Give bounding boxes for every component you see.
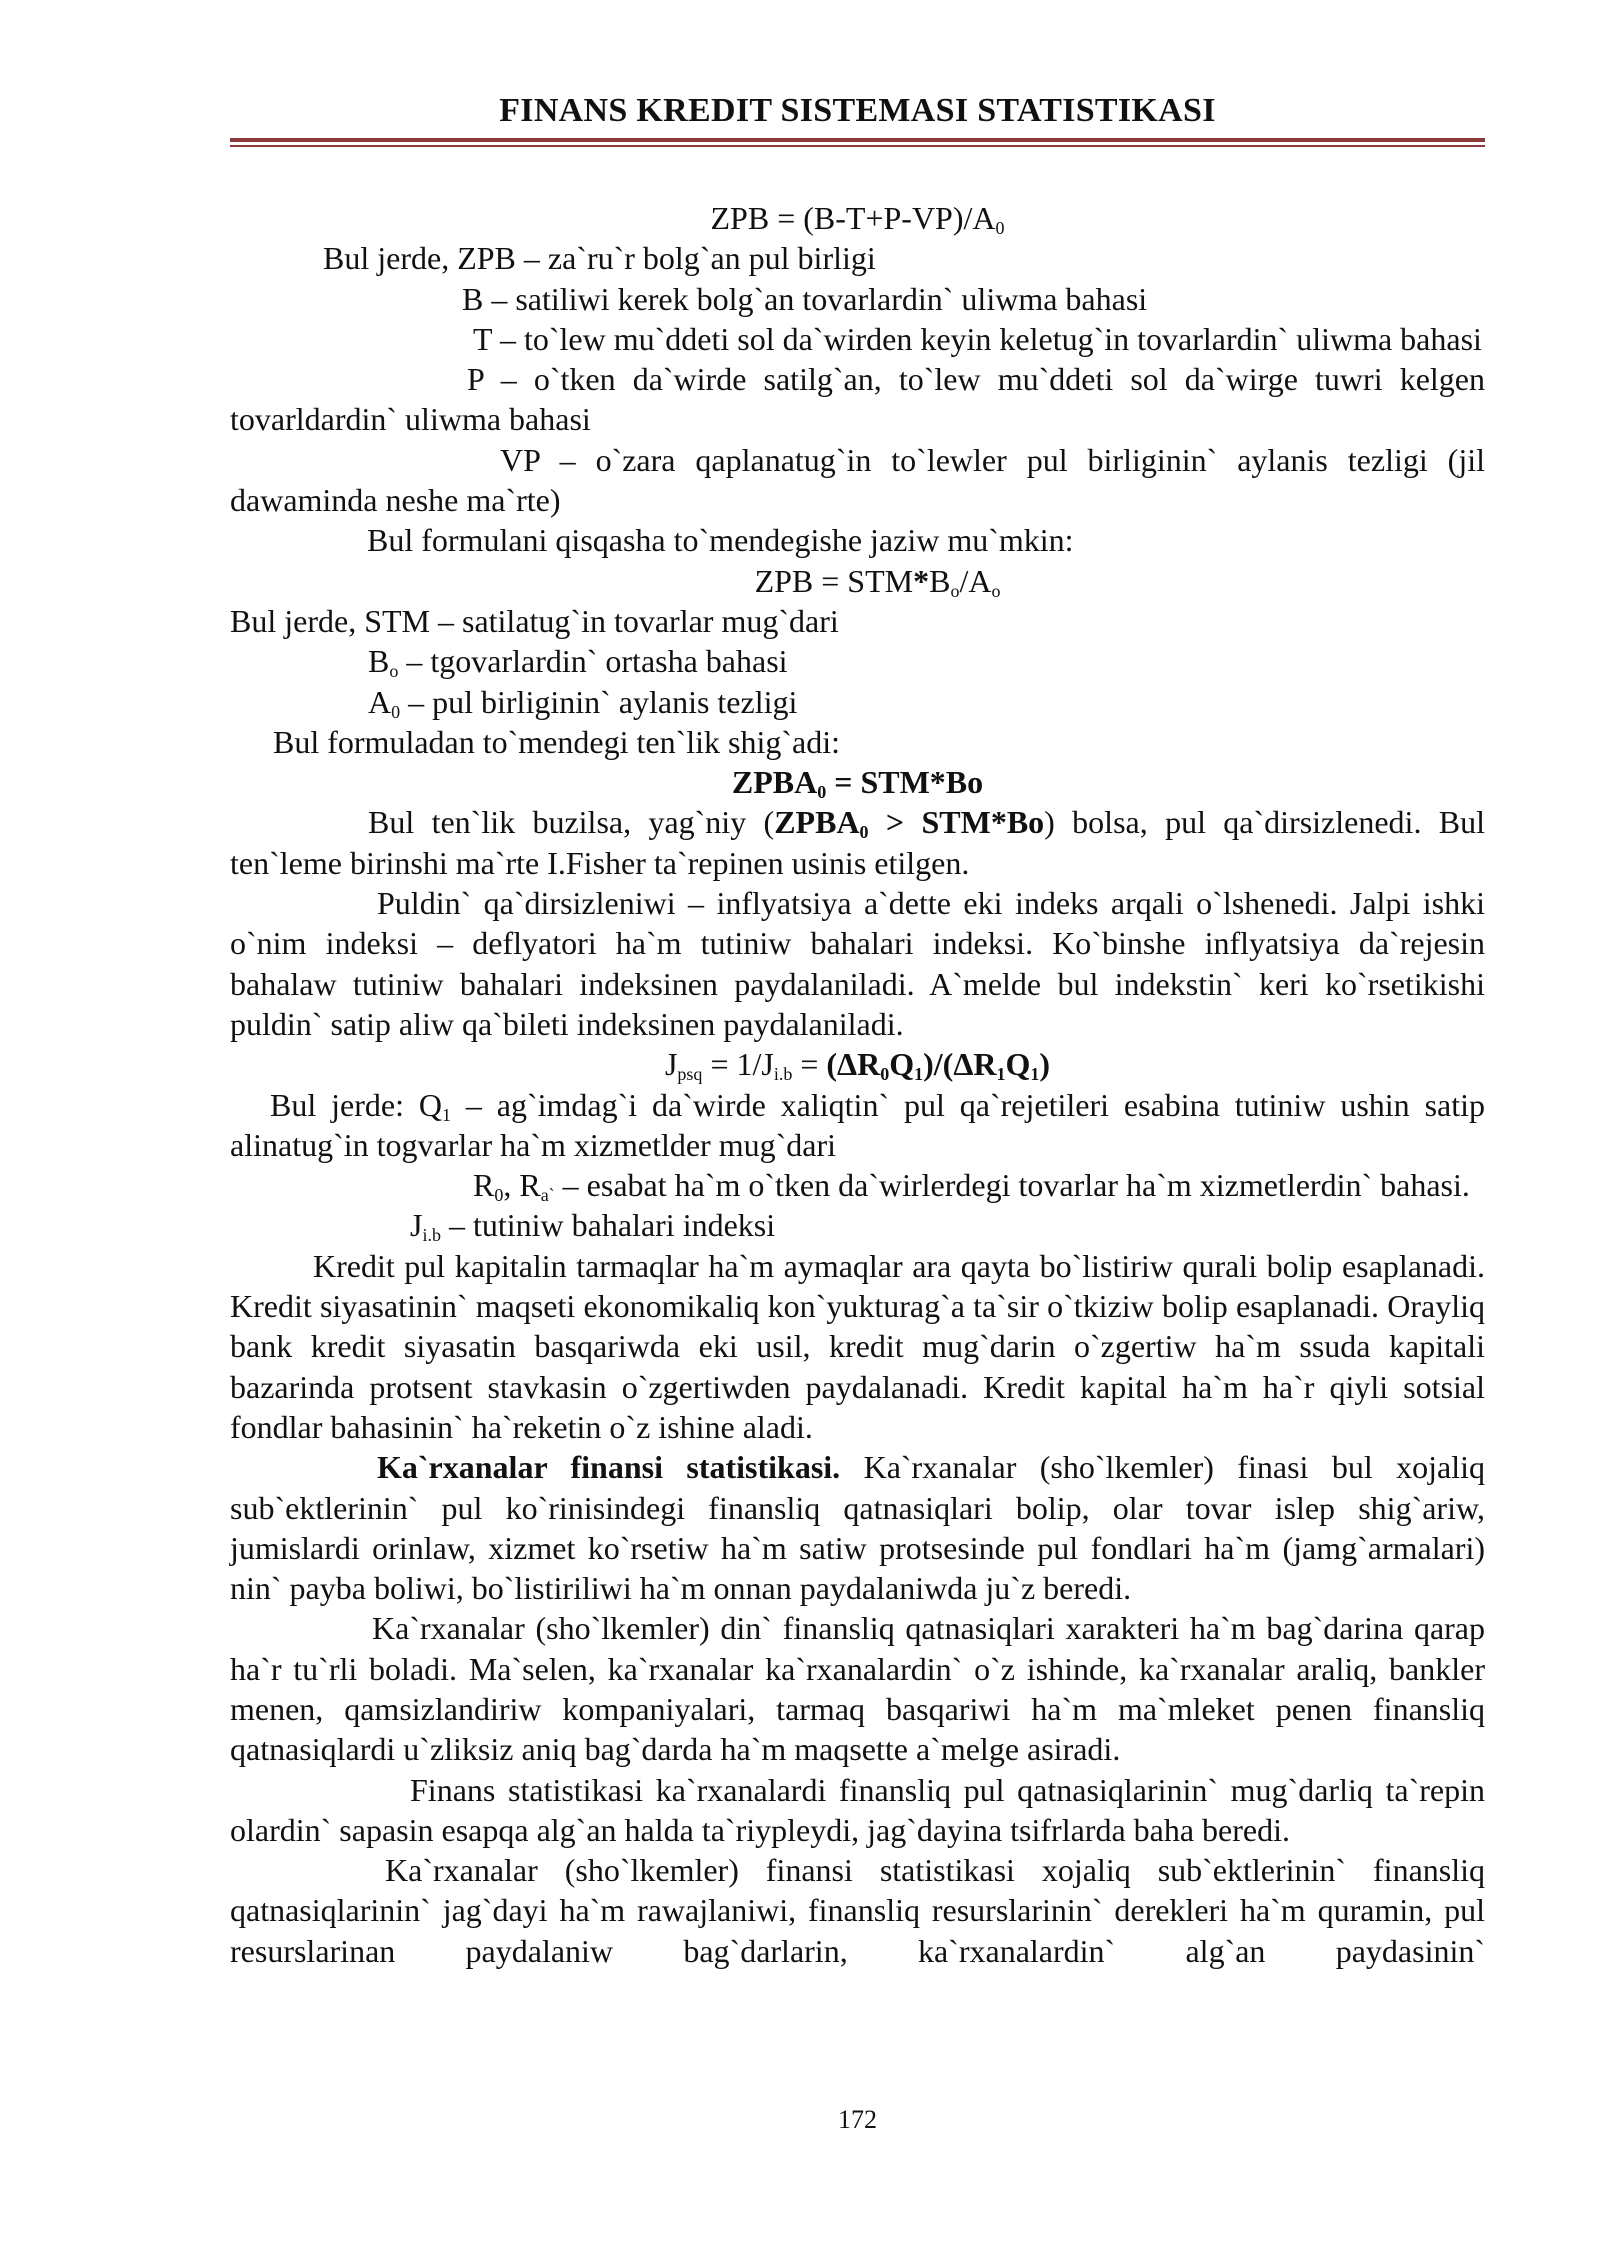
formula-zpb: ZPB = $(B-T+P-VP)/A_0$ [710,200,1005,238]
paragraph-finance-statistics: Finans statistikasi ka`rxanalardi finansliq pul qatnasiqlarinin` mug`darliq ta`repin olardin` sapasin esapqa alg`an halda ta`riypleydi, jag`dayina tsifrlarda baha beredi. [230,1771,1485,1848]
def-q1: Bul jerde: $Q_1$ – ag`imdag`i da`wirde xaliqtin` pul qa`rejetileri esabina tutiniw ushin satip alinatug`in togvarlar ha`m xizmetlder mug`dari [230,1086,1486,1163]
def-a0: $A_0$ – pul birliginin` aylanis tezligi [368,683,798,722]
header-rule-thick [230,138,1485,142]
def-vp: VP – o`zara qaplanatug`in to`lewler pul birliginin` aylanis tezligi (jil dawaminda neshe ma`rte) [230,441,1485,519]
def-zpb: Bul jerde, ZPB – za`ru`r bolg`an pul birligi [323,240,876,277]
running-header: FINANS KREDIT SISTEMASI STATISTIKASI [499,92,1216,129]
formula-purchasing-power: $J_{psq} = 1/J_{i.b} = (\Delta R_0Q_1)/(\Delta R_1Q_1)$ [664,1046,1051,1085]
def-t: T – to`lew mu`ddeti sol da`wirden keyin keletug`in tovarlardin` uliwma bahasi [473,320,1482,357]
page-number: 172 [838,2105,877,2134]
paragraph-enterprise-statistics: Ka`rxanalar (sho`lkemler) finansi statistikasi xojaliq sub`ektlerinin` finansliq qatnasiqlarinin` jag`dayi ha`m rawajlaniwi, finansliq resurslarinin` derekleri ha`m quramin, pul resurslarinan paydalaniw bag`darlarin, ka`rxanalardin` alg`an paydasinin` [230,1852,1485,1969]
def-stm: Bul jerde, STM – satilatug`in tovarlar mug`dari [230,602,839,639]
page-body [230,198,1485,1971]
short-form-intro: Bul formulani qisqasha to`mendegishe jaziw mu`mkin: [367,522,1074,559]
def-b: B – satiliwi kerek bolg`an tovarlardin` uliwma bahasi [462,280,1148,317]
def-bo: $B_o$ – tgovarlardin` ortasha bahasi [368,643,788,682]
def-jib: $J_{i.b}$ – tutiniw bahalari indeksi [410,1207,776,1246]
paragraph-inflation: Puldin` qa`dirsizleniwi – inflyatsiya a`dette eki indeks arqali o`lshenedi. Jalpi ishki o`nim indeksi – deflyatori ha`m tutiniw bahalari indeksi. Ko`binshe inflyatsiya da`rejesin bahalaw tutiniw bahalari indeksinen paydalaniladi. A`melde bul indekstin` keri ko`rsetikishi puldin` satip aliw qa`bileti indeksinen paydalaniladi. [230,885,1485,1042]
header-rule-thin [230,145,1485,147]
def-p: P – o`tken da`wirde satilg`an, to`lew mu`ddeti sol da`wirge tuwri kelgen tovarldardin` uliwma bahasi [230,361,1485,438]
def-r: $R_0$, $R_{a`}$ – esabat ha`m o`tken da`wirlerdegi tovarlar ha`m xizmetlerdin` bahasi. [473,1167,1470,1206]
paragraph-financial-relations: Ka`rxanalar (sho`lkemler) din` finansliq qatnasiqlari xarakteri ha`m bag`darina qarap ha`r tu`rli boladi. Ma`selen, ka`rxanalar ka`rxanalardin` o`z ishinde, ka`rxanalar araliq, bankler menen, qamsizlandiriw kompaniyalari, tarmaq basqariwi ha`m ma`mleket penen finansliq qatnasiqlardi u`zliksiz aniq bag`darda ha`m maqsette a`melge asiradi. [230,1610,1485,1768]
formula-short: ZPB = $STM*B_o/A_o$ [754,562,1001,601]
equality-intro: Bul formuladan to`mendegi ten`lik shig`adi: [273,723,840,760]
formula-equality: $ZPBA_0 = STM*Bo$ [731,764,984,803]
paragraph-enterprise-finance: Ka`rxanalar finansi statistikasi. Ka`rxanalar (sho`lkemler) finasi bul xojaliq sub`ektlerinin` pul ko`rinisindegi finansliq qatnasiqlari bolip, olar tovar islep shig`ariw, jumislardi orinlaw, xizmet ko`rsetiw ha`m satiw protsesinde pul fondlari ha`m (jamg`armalari) nin` payba boliwi, bo`listiriliwi ha`m onnan paydalaniwda ju`z beredi. [230,1449,1486,1607]
paragraph-credit: Kredit pul kapitalin tarmaqlar ha`m aymaqlar ara qayta bo`listiriw qurali bolip esaplanadi. Kredit siyasatinin` maqseti ekonomikaliq kon`yukturag`a ta`sir o`tkiziw bolip esaplanadi. Orayliq bank kredit siyasatin basqariwda eki usil, kredit mug`darin o`zgertiw ha`m ssuda kapitali bazarinda protsent stavkasin o`zgertiwden paydalanadi. Kredit kapital ha`m ha`r qiyli sotsial fondlar bahasinin` ha`reketin o`z ishine aladi. [230,1247,1485,1445]
paragraph-fisher: Bul ten`lik buzilsa, yag`niy $(ZPBA_0 > STM*Bo)$ bolsa, pul qa`dirsizlenedi. Bul ten`leme birinshi ma`rte I.Fisher ta`repinen usinis etilgen. [230,804,1486,881]
